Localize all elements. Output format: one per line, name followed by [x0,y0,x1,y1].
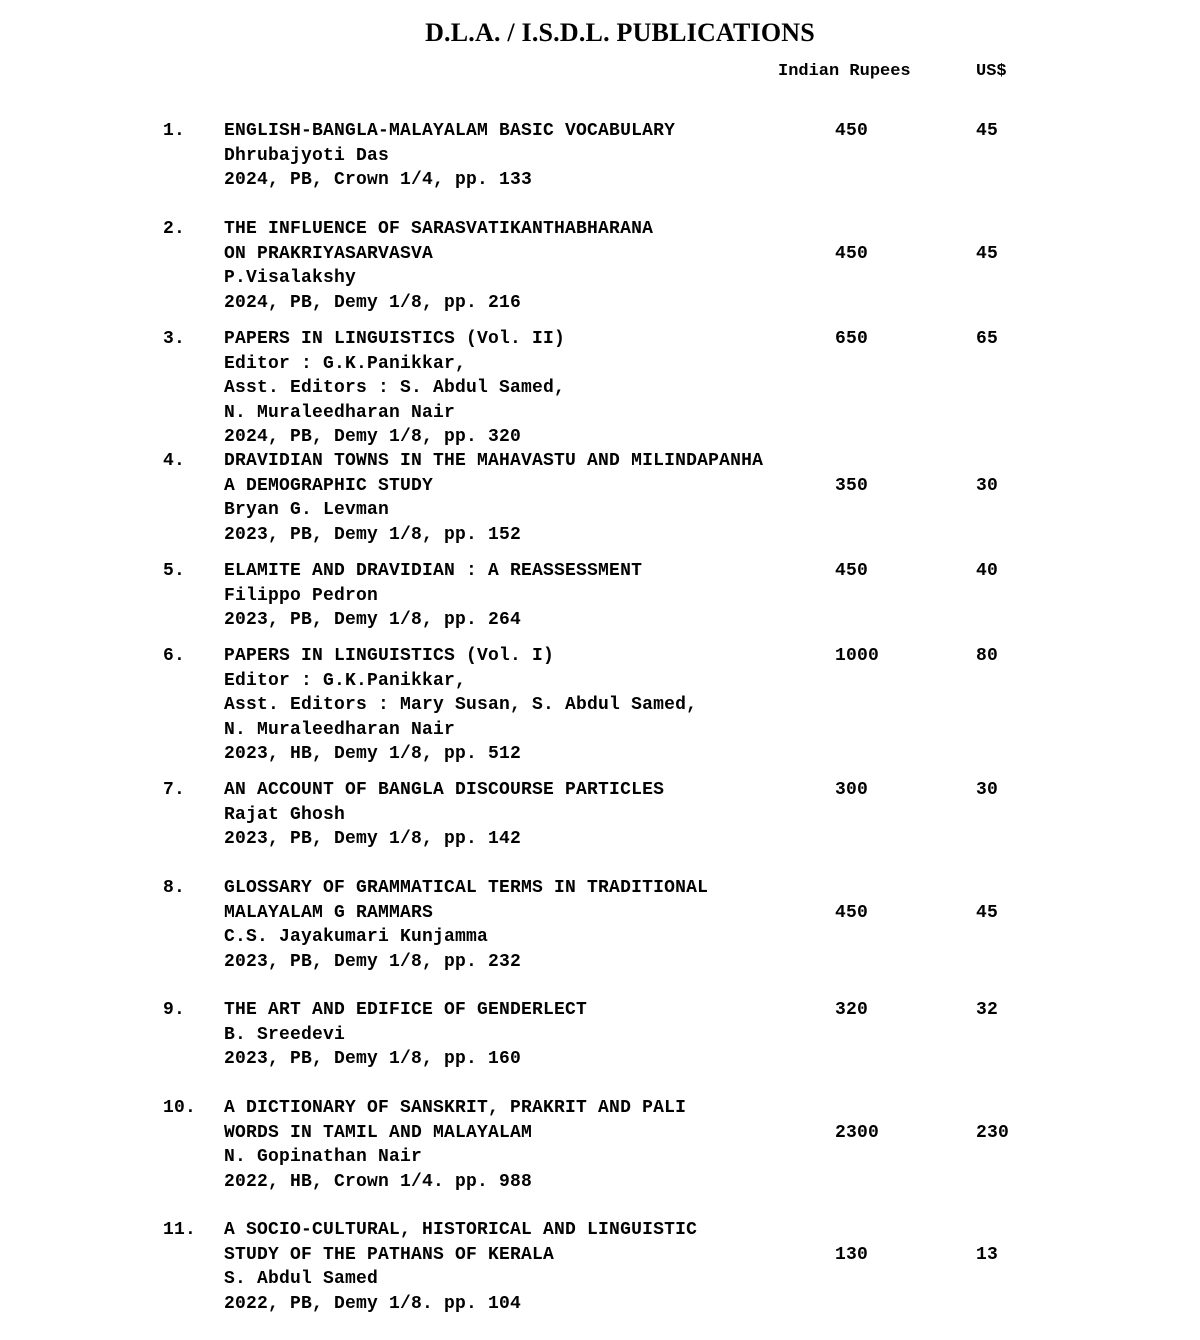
entry-number: 11. [163,1220,197,1240]
entry-publication-info: 2022, PB, Demy 1/8. pp. 104 [224,1293,522,1314]
page-title: D.L.A. / I.S.D.L. PUBLICATIONS [425,18,815,47]
entry-line: B. Sreedevi [224,1024,346,1045]
entry-publication-info: 2023, HB, Demy 1/8, pp. 512 [224,744,522,765]
entry-line: Dhrubajyoti Das [224,145,390,166]
price-inr: 450 [835,243,869,264]
price-inr: 1000 [835,646,880,666]
price-usd: 32 [976,1000,999,1020]
price-inr: 320 [835,1000,869,1020]
entry-details [224,1096,686,1194]
entry-number: 3. [163,329,186,349]
price-inr: 2300 [835,1122,880,1143]
entry-title: AN ACCOUNT OF BANGLA DISCOURSE PARTICLES [224,780,665,800]
entry-line: WORDS IN TAMIL AND MALAYALAM [224,1122,533,1143]
entry-title: PAPERS IN LINGUISTICS (Vol. I) [224,646,555,666]
entry-title: PAPERS IN LINGUISTICS (Vol. II) [224,329,566,349]
price-usd: 80 [976,646,999,666]
entry-title: ENGLISH-BANGLA-MALAYALAM BASIC VOCABULARY [224,121,676,141]
price-inr: 450 [835,902,869,923]
entry-line: Asst. Editors : Mary Susan, S. Abdul Samed, [224,695,698,716]
entry-publication-info: 2023, PB, Demy 1/8, pp. 232 [224,951,522,972]
entry-details [224,644,697,767]
column-header-indian-rupees: Indian Rupees [778,62,911,81]
entry-details [224,778,664,852]
entry-publication-info: 2024, PB, Demy 1/8, pp. 216 [224,292,522,313]
entry-line: N. Muraleedharan Nair [224,402,456,423]
entry-line: Editor : G.K.Panikkar, [224,353,467,374]
entry-publication-info: 2023, PB, Demy 1/8, pp. 264 [224,610,522,631]
entry-title: THE INFLUENCE OF SARASVATIKANTHABHARANA [224,219,654,239]
entry-title: A SOCIO-CULTURAL, HISTORICAL AND LINGUISTIC [224,1220,698,1240]
column-header-usd: US$ [976,62,1007,81]
entry-publication-info: 2023, PB, Demy 1/8, pp. 160 [224,1049,522,1070]
entry-details [224,119,675,193]
price-usd: 30 [976,475,999,496]
price-usd: 40 [976,561,999,581]
entry-line: Rajat Ghosh [224,804,346,825]
entry-line: C.S. Jayakumari Kunjamma [224,927,489,948]
entry-details [224,327,565,450]
price-inr: 350 [835,475,869,496]
entry-title: GLOSSARY OF GRAMMATICAL TERMS IN TRADITIONAL [224,878,709,898]
price-usd: 13 [976,1244,999,1265]
entry-line: MALAYALAM G RAMMARS [224,902,434,923]
entry-number: 7. [163,780,186,800]
entry-publication-info: 2023, PB, Demy 1/8, pp. 152 [224,524,522,545]
entry-line: N. Muraleedharan Nair [224,719,456,740]
entry-line: A DEMOGRAPHIC STUDY [224,475,434,496]
entry-line: S. Abdul Samed [224,1269,379,1290]
entry-details [224,449,763,547]
entry-publication-info: 2023, PB, Demy 1/8, pp. 142 [224,829,522,850]
entry-publication-info: 2022, HB, Crown 1/4. pp. 988 [224,1171,533,1192]
price-usd: 230 [976,1122,1010,1143]
entry-publication-info: 2024, PB, Crown 1/4, pp. 133 [224,170,533,191]
entry-line: Asst. Editors : S. Abdul Samed, [224,378,566,399]
entry-title: A DICTIONARY OF SANSKRIT, PRAKRIT AND PALI [224,1098,687,1118]
entry-line: Editor : G.K.Panikkar, [224,670,467,691]
entry-number: 6. [163,646,186,666]
entry-title: THE ART AND EDIFICE OF GENDERLECT [224,1000,588,1020]
entry-details [224,559,642,633]
price-inr: 450 [835,121,869,141]
entry-number: 10. [163,1098,197,1118]
price-inr: 300 [835,780,869,800]
entry-publication-info: 2024, PB, Demy 1/8, pp. 320 [224,427,522,448]
entry-title: DRAVIDIAN TOWNS IN THE MAHAVASTU AND MILINDAPANHA [224,451,764,471]
entry-line: Filippo Pedron [224,585,379,606]
entry-number: 4. [163,451,186,471]
price-usd: 45 [976,121,999,141]
price-usd: 45 [976,243,999,264]
price-inr: 130 [835,1244,869,1265]
entry-details [224,876,708,974]
price-inr: 650 [835,329,869,349]
entry-line: N. Gopinathan Nair [224,1147,423,1168]
entry-number: 9. [163,1000,186,1020]
price-usd: 65 [976,329,999,349]
entry-line: ON PRAKRIYASARVASVA [224,243,434,264]
entry-number: 1. [163,121,186,141]
entry-number: 8. [163,878,186,898]
price-inr: 450 [835,561,869,581]
entry-number: 2. [163,219,186,239]
entry-details [224,998,587,1072]
entry-title: ELAMITE AND DRAVIDIAN : A REASSESSMENT [224,561,643,581]
entry-details [224,1218,697,1316]
entry-line: STUDY OF THE PATHANS OF KERALA [224,1244,555,1265]
price-usd: 45 [976,902,999,923]
price-usd: 30 [976,780,999,800]
entry-line: Bryan G. Levman [224,500,390,521]
entry-details [224,217,653,315]
entry-line: P.Visalakshy [224,268,357,289]
entry-number: 5. [163,561,186,581]
